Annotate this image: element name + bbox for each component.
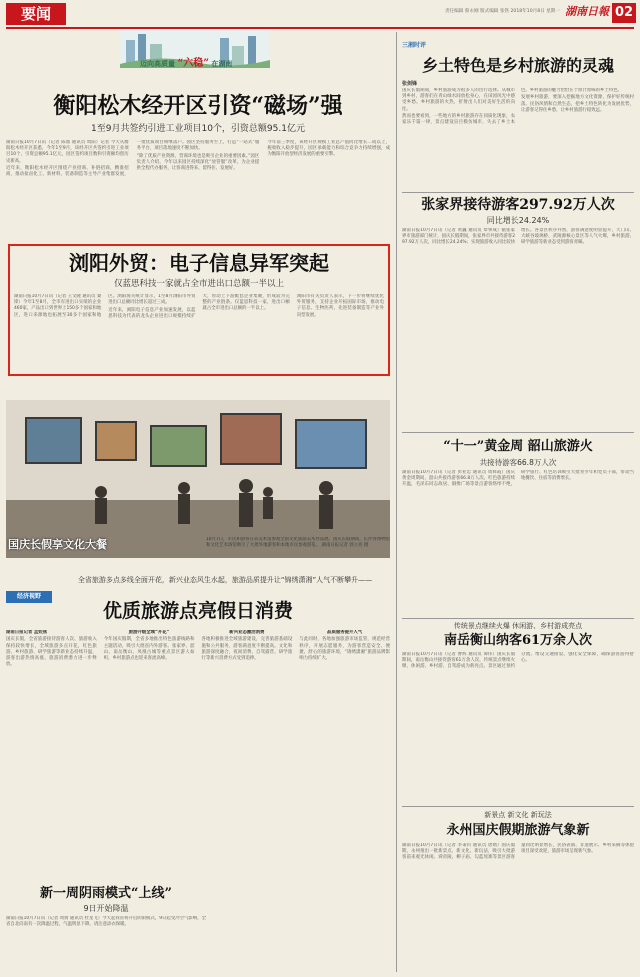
yongzhou-body: 湖南日报10月7日讯（记者 李秉钧 通讯员 唐婧）国庆假期，永州推出一批新景点、新文化、新玩法，吸引大批游客前来观光休闲。舜帝陵、柳子庙、勾蓝瑶寨等景区游客量同比明显增长，民俗表演、非遗展示、乡村采摘等体验项目深受欢迎，旅游市场呈现新气象。 xyxy=(402,843,634,861)
feature-subhead: 仅蓝思科技一家就占全市进出口总额一半以上 xyxy=(113,279,284,289)
economy-byline: 湖南日报记者 孟姣燕 xyxy=(6,630,48,635)
yongzhou-headline: 永州国庆假期旅游气象新 xyxy=(446,823,590,838)
lead-paragraph: “除了优质产业资源，营商环境也是吸引企业的重要因素。”园区负责人介绍，今年以来园区持续深化“放管服”改革，为企业提供全程代办服务，让客商进得来、留得住、发展好。 xyxy=(136,153,260,171)
lead-headline: 衡阳松木经开区引资“磁场”强 xyxy=(53,93,343,119)
hengshan-kicker: 传统景点继续火爆 休闲游、乡村游成亮点 xyxy=(453,622,583,630)
economy-paragraph: 国庆长假，全省旅游接待游客人次、旅游收入保持较快增长，全域旅游多点开花，红色旅游、乡村旅游、研学旅游等新业态持续升温，游客出游热情高涨，旅游消费潜力进一步释放。 xyxy=(6,637,97,668)
banner-text xyxy=(140,54,290,68)
economy-paragraph: 各地积极推进全域旅游建设，完善旅游基础设施和公共服务，游客满意度不断提高。文化和旅游深度融合，夜间消费、自驾露营、研学旅行等新兴消费方式受到追捧。 xyxy=(201,637,293,661)
editors-line: 责任编辑 蔡永刚 版式编辑 张铁 2018年10月8日 星期一 xyxy=(444,9,560,14)
lead-subhead: 1至9月共签约引进工业项目10个，引资总额95.1亿元 xyxy=(91,124,305,134)
zhangjiajie-headline: 张家界接待游客297.92万人次 xyxy=(421,197,615,213)
opinion-body xyxy=(402,88,634,190)
feature-paragraph: 浏阳市有关负责人表示，下一步将继续优化外贸服务，支持企业开拓国际市场，推动电子信息、生物医药、先进装备制造等产业外向型发展。 xyxy=(296,294,384,318)
economy-subhead: 旅游升级全域“开花” xyxy=(128,630,170,635)
photo-caption: 10月7日，市民和游客在省美术馆参观全国文化旅游美术作品展。国庆长假期间，长沙各博物馆和文化艺术场馆吸引了大批外地游客和本地市民参观游览。 湖南日报记者 郭立亮 摄 xyxy=(206,537,390,549)
opinion-paragraph: 然而也要看到，一些地方的乡村旅游存在同质化现象，农家乐千篇一律，景点建设盲目模仿城市，失去了乡土本色。乡村旅游的魅力恰恰在于原汁原味的乡土特色。 xyxy=(402,88,622,126)
masthead xyxy=(0,0,640,28)
banner-highlight: “六稳” xyxy=(177,58,209,69)
feature-headline: 浏阳外贸：电子信息异军突起 xyxy=(69,251,329,275)
economy-subhead: 新兴业态激活消费 xyxy=(229,630,265,635)
paper-name: 湖南日報 xyxy=(565,5,609,18)
opinion-paragraph: 国庆长假期间，乡村旅游成为很多人的出行选择。从城市到乡村，游客们在青山绿水间放松身心，在田园风光中感受乡愁。乡村旅游的火热，折射出人们对美好生活的向往。 xyxy=(402,88,515,112)
photo-overlay-title: 国庆长假享文化大餐 xyxy=(8,538,107,551)
lead-paragraph: 近年来，衡阳松木经开区围绕产业招商、补链招商、精准招商，推动盐卤化工、新材料、装备制造等主导产业集群发展，一批优质项目相继落户。园区坚持服务至上，打造“一站式”服务平台，项目落地速度不断加快。 xyxy=(6,140,260,178)
shaoshan-headline: “十一”黄金周 韶山旅游火 xyxy=(443,439,593,454)
economy-paragraph: 今年国庆假期，全省多地推出特色旅游线路和主题活动，吸引大批省内外游客。张家界、韶山、南岳衡山、凤凰古城等重点景区游人如织，乡村旅游点也迎来客流高峰。 xyxy=(103,637,195,661)
shaoshan-body: 湖南日报10月7日讯（记者 彭业忠 通讯员 周辉霞）国庆黄金周期间，韶山共接待游客66.8万人次。红色旅游持续升温，毛泽东同志故居、铜像广场等景点游客络绎不绝，研学旅行、红色培训吸引大批青少年和党员干部，带动当地餐饮、住宿等消费增长。 xyxy=(402,470,634,488)
opinion-paragraph: 发展乡村旅游，要深入挖掘地方文化资源，保护好传统村落、民俗风情和自然生态，把乡土特色转化为发展优势，让游客记得住乡愁，让乡村旅游行稳致远。 xyxy=(521,95,634,113)
economy-badge: 经济视野 xyxy=(6,591,52,603)
weather-headline: 新一周阴雨模式“上线” xyxy=(40,886,172,901)
economy-headline: 优质旅游点亮假日消费 xyxy=(102,600,293,622)
lead-paragraph: 湖南日报10月7日讯（记者 陈鼎 通讯员 周阳）记者 今天从衡阳松木经开区获悉，今年1至9月，该经开区共签约引进工业项目10个，引资总额95.1亿元，园区签约项目数和引资额均创历史新高。 xyxy=(6,140,129,164)
hengshan-headline: 南岳衡山纳客61万余人次 xyxy=(443,633,593,648)
economy-subhead: 品质服务提升人气 xyxy=(327,630,363,635)
banner-suffix: 在湖南 xyxy=(211,59,233,68)
economy-kicker: 全省旅游多点多线全面开花，新兴业态风生水起，旅游品质提升让“锦绣潇湘”人气不断攀升—— xyxy=(77,576,373,584)
feature-paragraph: 近年来，浏阳电子信息产业加速发展，以蓝思科技为代表的龙头企业进出口规模持续扩大，带动上下游配套企业集聚，形成较为完整的产业链条。仅蓝思科技一家，进出口额就占全市进出口总额的一半以上。 xyxy=(108,294,290,319)
zhangjiajie-subhead: 同比增长24.24% xyxy=(486,216,550,225)
lead-paragraph: 今年前三季度，该经开区规模工业总产值同比增长二成以上，税收收入稳步提升，园区承载能力和综合竞争力持续增强，成为衡阳开放型经济发展的重要引擎。 xyxy=(267,140,390,158)
page-number: 02 xyxy=(612,3,636,23)
shaoshan-subhead: 共接待游客66.8万人次 xyxy=(479,458,557,467)
section-label: 要闻 xyxy=(6,3,66,25)
news-photo xyxy=(6,400,390,558)
banner-tagline: 迈向高质量 xyxy=(140,59,175,68)
economy-body xyxy=(6,630,390,870)
opinion-headline: 乡土特色是乡村旅游的灵魂 xyxy=(421,56,614,75)
lead-body xyxy=(6,140,390,240)
weather-subhead: 9日开始降温 xyxy=(83,904,129,913)
hengshan-body: 湖南日报10月7日讯（记者 曹辉 通讯员 谭伟）国庆长假期间，南岳衡山共接待游客61万余人次，传统景点继续火爆，休闲游、乡村游、自驾游成为新亮点。景区通过预约分流、增设交通接驳、强化安全保障，确保游客游得舒心。 xyxy=(402,652,634,670)
weather-body: 湖南日报10月7日讯（记者 周倩 通讯员 杜龙飞）今天起我省将开启阴雨模式，9日起受冷空气影响，全省自北向南有一次降温过程，气温明显下降，请注意添衣保暖。 xyxy=(6,916,206,928)
economy-paragraph: 与此同时，各地加强旅游市场监管，规范经营秩序，开展志愿服务，为游客营造安全、便捷、舒心的旅游环境，“锦绣潇湘”旅游品牌影响力持续扩大。 xyxy=(299,637,390,661)
feature-paragraph: 湖南日报10月7日讯（记者 王文隆 通讯员 秦锋）今年1至8月，全市有进出口实绩的企业460家，产品出口到世界上150多个国家和地区，进口来源地也拓展至30多个国家和地区。浏阳海关统计显示，1至8月浏阳市外贸进出口总额同比增长超过三成。 xyxy=(14,294,196,318)
yongzhou-kicker: 新景点 新文化 新玩法 xyxy=(484,811,552,819)
opinion-author: 张剑锋 xyxy=(402,81,418,87)
zhangjiajie-body: 湖南日报10月7日讯（记者 黄巍 通讯员 覃事成）据张家界市旅游部门统计，国庆长假期间，张家界市共接待游客297.92万人次，同比增长24.24%；实现旅游收入同比较快增长。各景区秩序井然，游客满意度明显提升，天门山、大峡谷玻璃桥、武陵源核心景区等人气火爆，乡村旅游、研学旅游等新业态受到游客青睐。 xyxy=(402,228,634,246)
gallery-photo-icon xyxy=(6,400,390,558)
opinion-column-tag: 三湘时评 xyxy=(402,42,427,49)
feature-body xyxy=(14,294,384,372)
